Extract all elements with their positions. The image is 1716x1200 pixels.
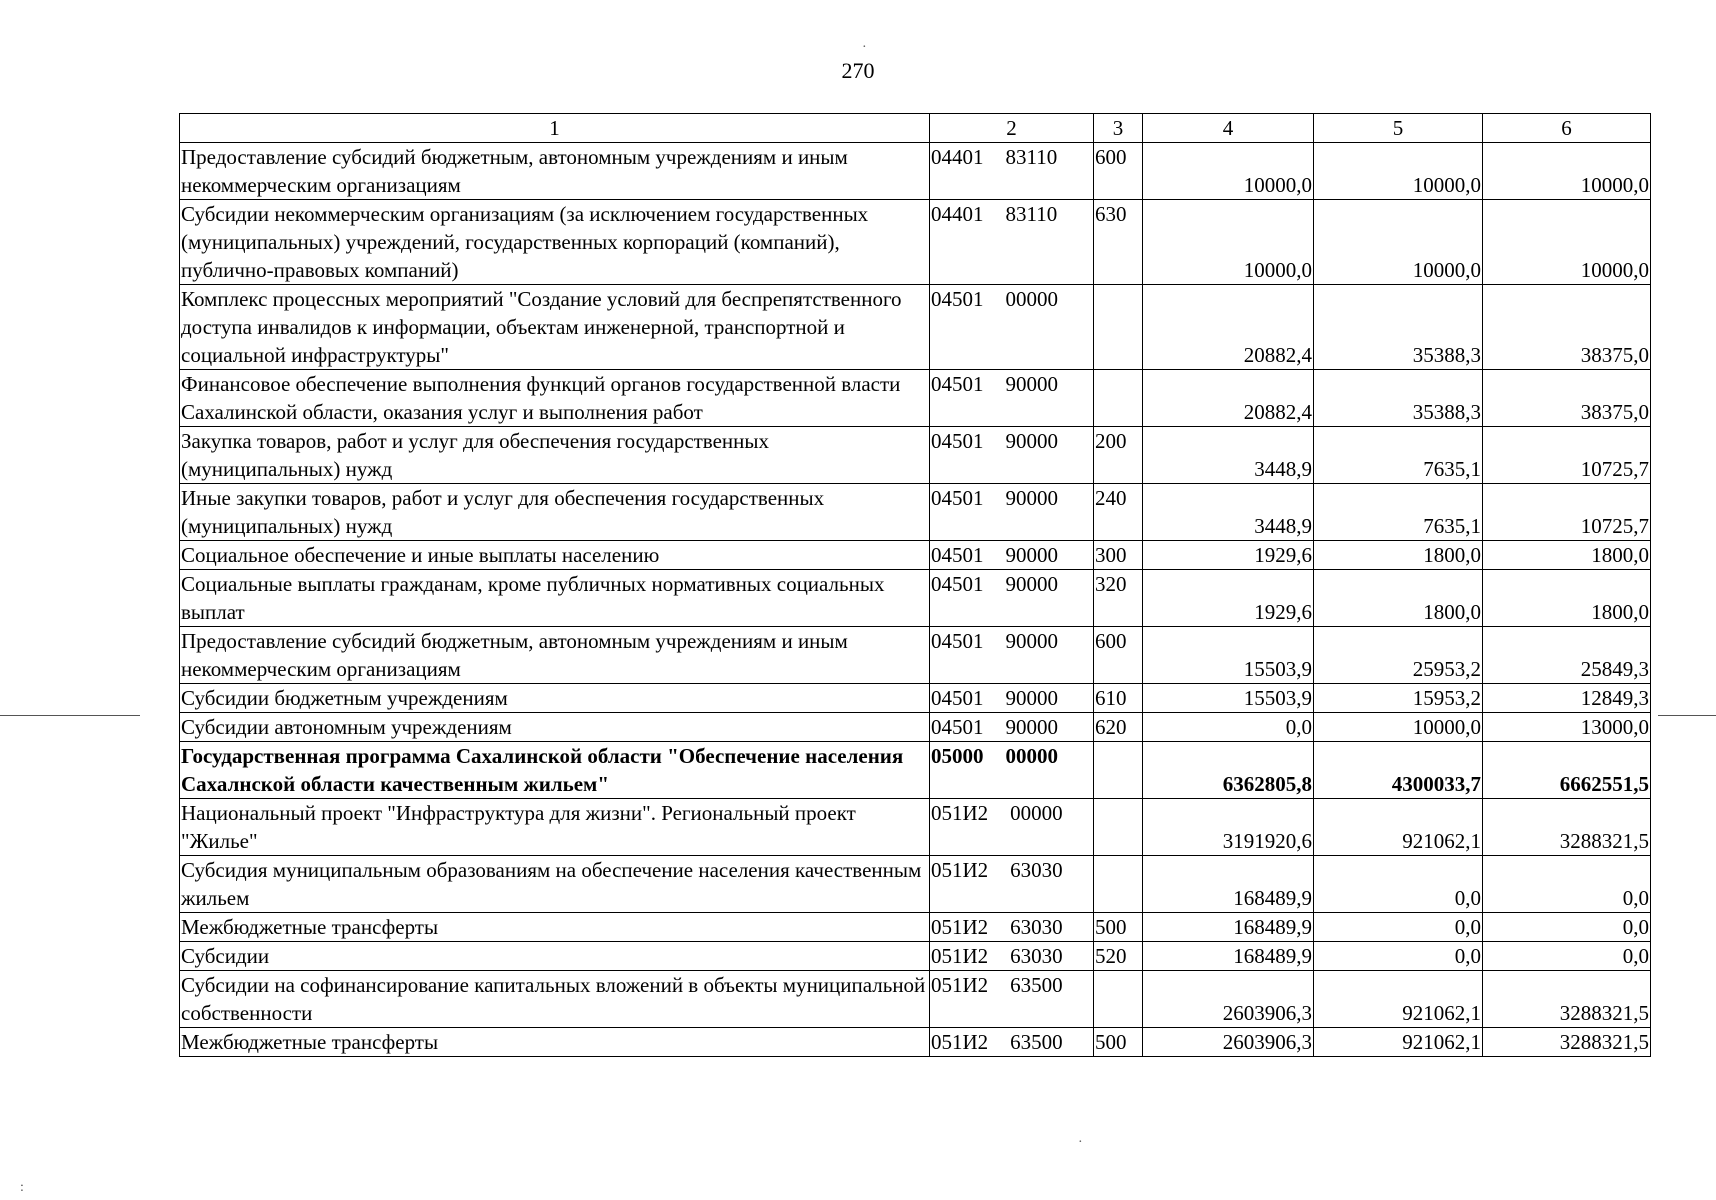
code-direction: 63030 (1010, 915, 1063, 939)
code-program: 04501 (931, 715, 984, 739)
amount-col-4: 15503,9 (1143, 684, 1314, 713)
amount-col-5: 10000,0 (1314, 143, 1483, 200)
code-direction: 00000 (1005, 287, 1058, 311)
code-direction: 90000 (1005, 686, 1058, 710)
amount-col-5: 10000,0 (1314, 713, 1483, 742)
row-code (930, 627, 1094, 684)
code-program: 04401 (931, 145, 984, 169)
row-expense-type: 200 (1094, 427, 1143, 484)
table-row (180, 484, 1651, 541)
code-program: 05000 (931, 744, 984, 768)
code-program: 04501 (931, 429, 984, 453)
column-header: 1 (180, 114, 930, 143)
table-row (180, 713, 1651, 742)
table-row (180, 143, 1651, 200)
table-row (180, 942, 1651, 971)
row-code (930, 942, 1094, 971)
amount-col-6: 10725,7 (1483, 427, 1651, 484)
amount-col-5: 0,0 (1314, 942, 1483, 971)
amount-col-6: 3288321,5 (1483, 1028, 1651, 1057)
amount-col-5: 1800,0 (1314, 570, 1483, 627)
row-code (930, 484, 1094, 541)
amount-col-4: 3448,9 (1143, 427, 1314, 484)
amount-col-4: 10000,0 (1143, 143, 1314, 200)
row-code (930, 913, 1094, 942)
amount-col-4: 2603906,3 (1143, 971, 1314, 1028)
amount-col-6: 0,0 (1483, 913, 1651, 942)
code-program: 04501 (931, 572, 984, 596)
scan-mark (0, 715, 140, 716)
code-program: 04501 (931, 372, 984, 396)
code-direction: 00000 (1010, 801, 1063, 825)
table-row (180, 427, 1651, 484)
row-code (930, 713, 1094, 742)
row-description: Социальное обеспечение и иные выплаты населению (180, 541, 930, 570)
row-description: Субсидии некоммерческим организациям (за исключением государственных (муниципальных) учреждений, государственных корпораций (компаний), публично-правовых компаний) (180, 200, 930, 285)
code-program: 04501 (931, 287, 984, 311)
amount-col-4: 3448,9 (1143, 484, 1314, 541)
amount-col-6: 38375,0 (1483, 285, 1651, 370)
amount-col-4: 0,0 (1143, 713, 1314, 742)
row-description: Субсидии (180, 942, 930, 971)
row-expense-type: 630 (1094, 200, 1143, 285)
code-program: 051И2 (931, 944, 989, 968)
amount-col-6: 25849,3 (1483, 627, 1651, 684)
row-description: Субсидии бюджетным учреждениям (180, 684, 930, 713)
amount-col-5: 35388,3 (1314, 370, 1483, 427)
code-direction: 63030 (1010, 944, 1063, 968)
scan-speck: · (1078, 1135, 1083, 1150)
row-description: Межбюджетные трансферты (180, 913, 930, 942)
amount-col-6: 13000,0 (1483, 713, 1651, 742)
code-program: 04401 (931, 202, 984, 226)
amount-col-6: 3288321,5 (1483, 971, 1651, 1028)
row-expense-type (1094, 971, 1143, 1028)
amount-col-5: 921062,1 (1314, 971, 1483, 1028)
table-row (180, 799, 1651, 856)
row-description: Предоставление субсидий бюджетным, автономным учреждениям и иным некоммерческим организациям (180, 143, 930, 200)
amount-col-5: 10000,0 (1314, 200, 1483, 285)
header-row (180, 114, 1651, 143)
table-row (180, 971, 1651, 1028)
amount-col-4: 20882,4 (1143, 370, 1314, 427)
row-description: Субсидия муниципальным образованиям на обеспечение населения качественным жильем (180, 856, 930, 913)
code-direction: 00000 (1005, 744, 1058, 768)
code-program: 04501 (931, 629, 984, 653)
row-expense-type (1094, 856, 1143, 913)
amount-col-4: 15503,9 (1143, 627, 1314, 684)
row-code (930, 799, 1094, 856)
amount-col-6: 6662551,5 (1483, 742, 1651, 799)
row-description: Комплекс процессных мероприятий "Создание условий для беспрепятственного доступа инвалидов к информации, объектам инженерной, транспортной и социальной инфраструктуры" (180, 285, 930, 370)
table-row (180, 627, 1651, 684)
table-row (180, 370, 1651, 427)
amount-col-5: 921062,1 (1314, 1028, 1483, 1057)
amount-col-4: 2603906,3 (1143, 1028, 1314, 1057)
row-code (930, 856, 1094, 913)
amount-col-4: 3191920,6 (1143, 799, 1314, 856)
row-expense-type: 500 (1094, 1028, 1143, 1057)
code-program: 04501 (931, 686, 984, 710)
amount-col-6: 10000,0 (1483, 200, 1651, 285)
amount-col-6: 10725,7 (1483, 484, 1651, 541)
code-direction: 90000 (1005, 429, 1058, 453)
amount-col-4: 168489,9 (1143, 913, 1314, 942)
row-expense-type: 520 (1094, 942, 1143, 971)
row-code (930, 370, 1094, 427)
amount-col-6: 3288321,5 (1483, 799, 1651, 856)
row-code (930, 1028, 1094, 1057)
amount-col-5: 15953,2 (1314, 684, 1483, 713)
table-row (180, 570, 1651, 627)
scan-mark (1658, 715, 1716, 716)
code-direction: 90000 (1005, 486, 1058, 510)
column-header: 4 (1143, 114, 1314, 143)
row-description: Предоставление субсидий бюджетным, автономным учреждениям и иным некоммерческим организациям (180, 627, 930, 684)
row-code (930, 541, 1094, 570)
scan-speck: · (862, 40, 867, 55)
table-row (180, 913, 1651, 942)
amount-col-4: 168489,9 (1143, 856, 1314, 913)
row-code (930, 427, 1094, 484)
amount-col-6: 0,0 (1483, 856, 1651, 913)
amount-col-6: 1800,0 (1483, 541, 1651, 570)
row-code (930, 200, 1094, 285)
code-direction: 90000 (1005, 715, 1058, 739)
amount-col-6: 10000,0 (1483, 143, 1651, 200)
code-program: 051И2 (931, 858, 989, 882)
code-program: 04501 (931, 543, 984, 567)
row-expense-type: 500 (1094, 913, 1143, 942)
row-expense-type: 620 (1094, 713, 1143, 742)
row-description: Финансовое обеспечение выполнения функций органов государственной власти Сахалинской области, оказания услуг и выполнения работ (180, 370, 930, 427)
amount-col-6: 1800,0 (1483, 570, 1651, 627)
amount-col-5: 0,0 (1314, 913, 1483, 942)
amount-col-5: 1800,0 (1314, 541, 1483, 570)
row-code (930, 684, 1094, 713)
code-program: 051И2 (931, 973, 989, 997)
code-program: 04501 (931, 486, 984, 510)
code-program: 051И2 (931, 801, 989, 825)
table-row (180, 856, 1651, 913)
amount-col-4: 20882,4 (1143, 285, 1314, 370)
column-header: 2 (930, 114, 1094, 143)
amount-col-5: 7635,1 (1314, 427, 1483, 484)
code-direction: 90000 (1005, 543, 1058, 567)
row-expense-type: 240 (1094, 484, 1143, 541)
budget-table (179, 113, 1651, 1057)
row-description: Социальные выплаты гражданам, кроме публичных нормативных социальных выплат (180, 570, 930, 627)
amount-col-4: 6362805,8 (1143, 742, 1314, 799)
amount-col-6: 12849,3 (1483, 684, 1651, 713)
row-code (930, 971, 1094, 1028)
table-row (180, 742, 1651, 799)
amount-col-4: 10000,0 (1143, 200, 1314, 285)
code-direction: 63030 (1010, 858, 1063, 882)
amount-col-4: 1929,6 (1143, 541, 1314, 570)
table-body (180, 143, 1651, 1057)
amount-col-6: 0,0 (1483, 942, 1651, 971)
row-expense-type: 610 (1094, 684, 1143, 713)
row-description: Государственная программа Сахалинской области "Обеспечение населения Сахалнской области качественным жильем" (180, 742, 930, 799)
row-code (930, 570, 1094, 627)
row-description: Национальный проект "Инфраструктура для жизни". Региональный проект "Жилье" (180, 799, 930, 856)
row-code (930, 285, 1094, 370)
row-expense-type: 600 (1094, 627, 1143, 684)
amount-col-5: 921062,1 (1314, 799, 1483, 856)
row-description: Субсидии на софинансирование капитальных вложений в объекты муниципальной собственности (180, 971, 930, 1028)
column-header: 6 (1483, 114, 1651, 143)
amount-col-4: 1929,6 (1143, 570, 1314, 627)
row-code (930, 143, 1094, 200)
table-row (180, 684, 1651, 713)
code-direction: 90000 (1005, 372, 1058, 396)
row-expense-type (1094, 742, 1143, 799)
table-row (180, 200, 1651, 285)
amount-col-5: 0,0 (1314, 856, 1483, 913)
code-program: 051И2 (931, 915, 989, 939)
row-description: Межбюджетные трансферты (180, 1028, 930, 1057)
code-program: 051И2 (931, 1030, 989, 1054)
code-direction: 83110 (1005, 202, 1058, 226)
amount-col-6: 38375,0 (1483, 370, 1651, 427)
row-expense-type: 600 (1094, 143, 1143, 200)
row-code (930, 742, 1094, 799)
row-description: Закупка товаров, работ и услуг для обеспечения государственных (муниципальных) нужд (180, 427, 930, 484)
row-description: Иные закупки товаров, работ и услуг для обеспечения государственных (муниципальных) нужд (180, 484, 930, 541)
table-row (180, 541, 1651, 570)
amount-col-5: 25953,2 (1314, 627, 1483, 684)
code-direction: 63500 (1010, 1030, 1063, 1054)
amount-col-5: 7635,1 (1314, 484, 1483, 541)
code-direction: 90000 (1005, 572, 1058, 596)
amount-col-5: 35388,3 (1314, 285, 1483, 370)
column-header: 5 (1314, 114, 1483, 143)
row-expense-type (1094, 285, 1143, 370)
row-description: Субсидии автономным учреждениям (180, 713, 930, 742)
row-expense-type: 300 (1094, 541, 1143, 570)
code-direction: 83110 (1005, 145, 1058, 169)
budget-sheet (179, 113, 1650, 1057)
code-direction: 63500 (1010, 973, 1063, 997)
row-expense-type (1094, 370, 1143, 427)
amount-col-5: 4300033,7 (1314, 742, 1483, 799)
scan-speck: : (20, 1180, 24, 1195)
table-row (180, 285, 1651, 370)
code-direction: 90000 (1005, 629, 1058, 653)
column-header: 3 (1094, 114, 1143, 143)
page-number: 270 (841, 58, 875, 83)
table-row (180, 1028, 1651, 1057)
amount-col-4: 168489,9 (1143, 942, 1314, 971)
row-expense-type: 320 (1094, 570, 1143, 627)
row-expense-type (1094, 799, 1143, 856)
